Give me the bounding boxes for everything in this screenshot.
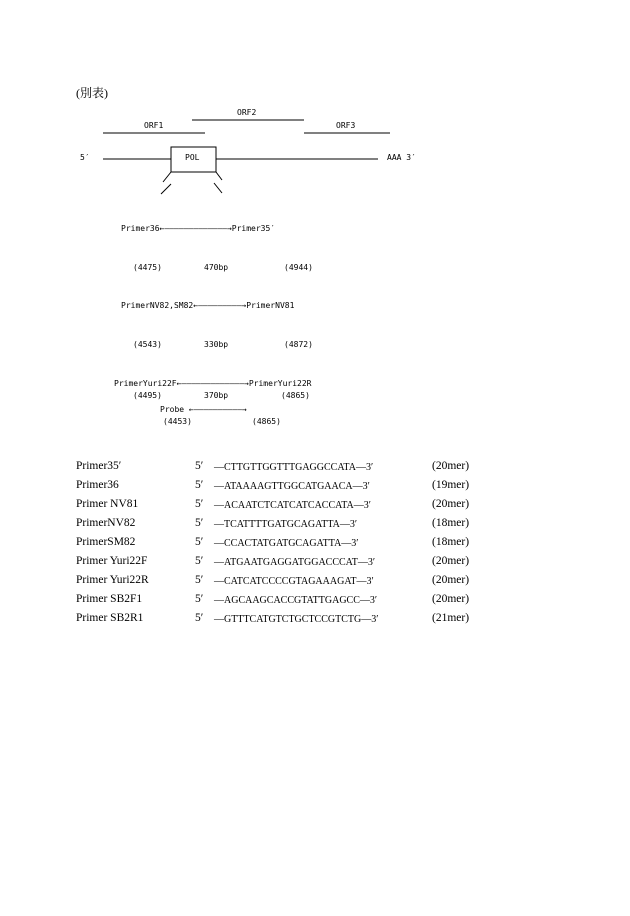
primer-name: Primer NV81 bbox=[76, 498, 139, 510]
primer-sequence: —CATCATCCCCGTAGAAAGAT—3′ bbox=[214, 576, 374, 587]
five-prime-label: 5′ bbox=[80, 153, 90, 162]
amplicon-left-position: (4475) bbox=[133, 263, 162, 272]
primer-sequence: —CTTGTTGGTTTGAGGCCATA—3′ bbox=[214, 462, 374, 473]
primer-sequence: —ACAATCTCATCATCACCATA—3′ bbox=[214, 500, 371, 511]
amplicon-label: PrimerNV82,SM82←—————————→PrimerNV81 bbox=[121, 301, 295, 310]
primer-length: (19mer) bbox=[432, 479, 470, 491]
amplicon-right-position: (4872) bbox=[284, 340, 313, 349]
orf3-label: ORF3 bbox=[336, 121, 356, 130]
primer-name: PrimerNV82 bbox=[76, 517, 136, 529]
zoom-line-left-lower bbox=[161, 184, 171, 194]
amplicon-left-position: (4543) bbox=[133, 340, 162, 349]
primer-name: Primer Yuri22F bbox=[76, 555, 148, 567]
zoom-line-right-upper bbox=[216, 172, 222, 180]
amplicon-right-position: (4865) bbox=[281, 391, 310, 400]
amplicon-size: 370bp bbox=[204, 391, 229, 400]
primer-name: Primer36 bbox=[76, 479, 119, 491]
three-prime-label: AAA 3′ bbox=[387, 153, 416, 162]
primer-five-prime: 5′ bbox=[195, 574, 204, 586]
amplicon-label: Primer36←—————————————→Primer35′ bbox=[121, 224, 276, 233]
zoom-line-right-lower bbox=[214, 183, 222, 193]
primer-name: Primer SB2F1 bbox=[76, 593, 143, 605]
primer-five-prime: 5′ bbox=[195, 479, 204, 491]
primer-length: (20mer) bbox=[432, 555, 470, 567]
primer-five-prime: 5′ bbox=[195, 612, 204, 624]
primer-length: (18mer) bbox=[432, 517, 470, 529]
primer-five-prime: 5′ bbox=[195, 536, 204, 548]
primer-name: PrimerSM82 bbox=[76, 536, 136, 548]
orf2-label: ORF2 bbox=[237, 108, 257, 117]
pol-label: POL bbox=[185, 153, 200, 162]
primer-name: Primer SB2R1 bbox=[76, 612, 144, 624]
primer-length: (20mer) bbox=[432, 593, 470, 605]
primer-five-prime: 5′ bbox=[195, 593, 204, 605]
primer-sequence: —CCACTATGATGCAGATTA—3′ bbox=[214, 538, 359, 549]
primer-length: (20mer) bbox=[432, 498, 470, 510]
zoom-line-left-upper bbox=[163, 172, 171, 182]
primer-five-prime: 5′ bbox=[195, 555, 204, 567]
orf1-label: ORF1 bbox=[144, 121, 164, 130]
page-title: (別表) bbox=[76, 86, 108, 100]
amplicon-left-position: (4495) bbox=[133, 391, 162, 400]
amplicon-size: 330bp bbox=[204, 340, 229, 349]
primer-five-prime: 5′ bbox=[195, 517, 204, 529]
primer-length: (18mer) bbox=[432, 536, 470, 548]
probe-label: Probe ←——————————→ bbox=[160, 405, 247, 414]
probe-right-position: (4865) bbox=[252, 417, 281, 426]
primer-sequence: —GTTTCATGTCTGCTCCGTCTG—3′ bbox=[214, 614, 379, 625]
primer-length: (20mer) bbox=[432, 574, 470, 586]
primer-sequence: —ATGAATGAGGATGGACCCAT—3′ bbox=[214, 557, 376, 568]
primer-sequence: —AGCAAGCACCGTATTGAGCC—3′ bbox=[214, 595, 378, 606]
genome-diagram bbox=[0, 0, 630, 440]
primer-name: Primer35′ bbox=[76, 460, 122, 472]
amplicon-label: PrimerYuri22F←—————————————→PrimerYuri22R bbox=[114, 379, 312, 388]
primer-sequence: —ATAAAAGTTGGCATGAACA—3′ bbox=[214, 481, 370, 492]
amplicon-right-position: (4944) bbox=[284, 263, 313, 272]
primer-five-prime: 5′ bbox=[195, 498, 204, 510]
amplicon-size: 470bp bbox=[204, 263, 229, 272]
primer-length: (21mer) bbox=[432, 612, 470, 624]
primer-five-prime: 5′ bbox=[195, 460, 204, 472]
primer-name: Primer Yuri22R bbox=[76, 574, 149, 586]
primer-length: (20mer) bbox=[432, 460, 470, 472]
primer-sequence: —TCATTTTGATGCAGATTA—3′ bbox=[214, 519, 358, 530]
probe-left-position: (4453) bbox=[163, 417, 192, 426]
